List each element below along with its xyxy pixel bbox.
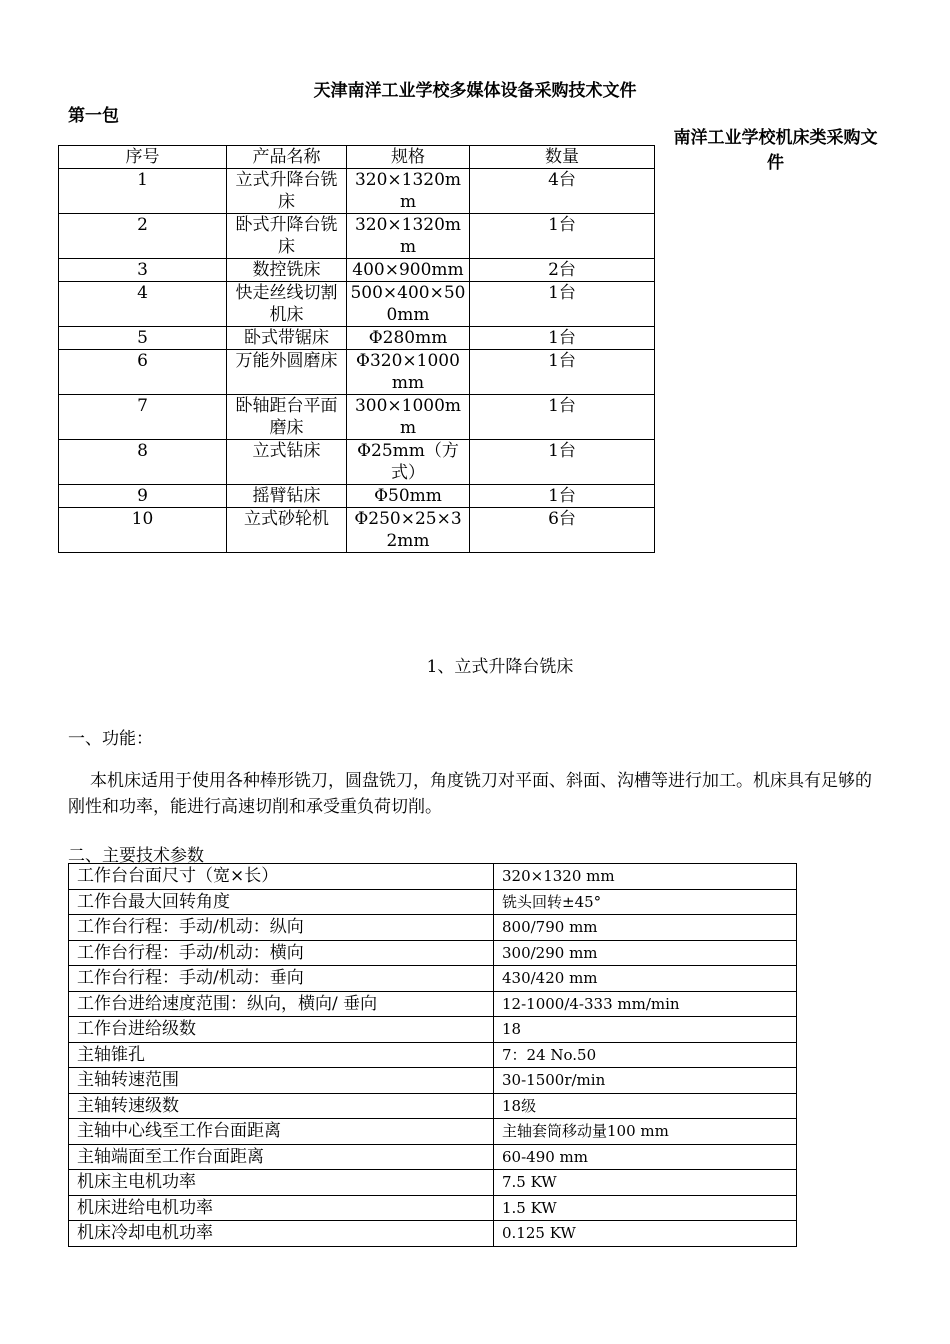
param-value: 430/420 mm	[494, 966, 797, 992]
section-label: 第一包	[68, 106, 119, 126]
table-cell: 2	[59, 214, 227, 259]
table-row	[69, 991, 797, 1017]
table-row	[59, 508, 655, 553]
table-row	[69, 1093, 797, 1119]
param-name: 主轴中心线至工作台面距离	[69, 1119, 494, 1145]
function-paragraph: 本机床适用于使用各种棒形铣刀，圆盘铣刀，角度铣刀对平面、斜面、沟槽等进行加工。机床具有足够的刚性和功率，能进行高速切削和承受重负荷切削。	[68, 771, 872, 817]
table-row	[69, 1170, 797, 1196]
table-row	[59, 440, 655, 485]
table-cell: 卧式带锯床	[227, 327, 347, 350]
table-row	[69, 1042, 797, 1068]
table-cell: 320×1320mm	[347, 214, 470, 259]
table-cell: 3	[59, 259, 227, 282]
table-cell: 4台	[470, 169, 655, 214]
document-title: 天津南洋工业学校多媒体设备采购技术文件	[313, 81, 637, 101]
table-cell: 8	[59, 440, 227, 485]
table-row	[69, 1119, 797, 1145]
table-cell: 1台	[470, 282, 655, 327]
function-heading: 一、功能：	[68, 729, 153, 749]
param-name: 工作台进给级数	[69, 1017, 494, 1043]
param-name: 机床冷却电机功率	[69, 1221, 494, 1247]
table-cell: 快走丝线切割机床	[227, 282, 347, 327]
table-cell: 立式钻床	[227, 440, 347, 485]
table-cell: 1台	[470, 350, 655, 395]
table-cell: 1台	[470, 395, 655, 440]
table-cell: 1台	[470, 327, 655, 350]
table-row	[69, 864, 797, 890]
table-cell: 1台	[470, 485, 655, 508]
table-cell: 6台	[470, 508, 655, 553]
table-row	[59, 169, 655, 214]
param-name: 工作台行程：手动/机动：垂向	[69, 966, 494, 992]
table-cell: Φ50mm	[347, 485, 470, 508]
table-row	[59, 327, 655, 350]
param-name: 机床进给电机功率	[69, 1195, 494, 1221]
machine-subheading: 1、立式升降台铣床	[426, 657, 574, 677]
param-name: 机床主电机功率	[69, 1170, 494, 1196]
table-row	[59, 259, 655, 282]
table-row	[69, 940, 797, 966]
param-value: 主轴套筒移动量100 mm	[494, 1119, 797, 1145]
table-cell: 4	[59, 282, 227, 327]
table-row	[69, 1195, 797, 1221]
params-table	[68, 863, 797, 1247]
param-name: 工作台最大回转角度	[69, 889, 494, 915]
header-cell: 数量	[470, 146, 655, 169]
table-cell: 摇臂钻床	[227, 485, 347, 508]
table-cell: 1台	[470, 214, 655, 259]
table-cell: 卧轴距台平面磨床	[227, 395, 347, 440]
param-name: 工作台进给速度范围：纵向，横向/ 垂向	[69, 991, 494, 1017]
table-cell: 320×1320mm	[347, 169, 470, 214]
table-row	[59, 395, 655, 440]
param-value: 300/290 mm	[494, 940, 797, 966]
table-cell: 400×900mm	[347, 259, 470, 282]
header-cell: 规格	[347, 146, 470, 169]
table-cell: 9	[59, 485, 227, 508]
table-row	[69, 889, 797, 915]
param-name: 主轴端面至工作台面距离	[69, 1144, 494, 1170]
param-value: 800/790 mm	[494, 915, 797, 941]
param-value: 320×1320 mm	[494, 864, 797, 890]
equipment-table-header	[59, 146, 655, 169]
param-name: 主轴锥孔	[69, 1042, 494, 1068]
table-row	[59, 350, 655, 395]
param-value: 18	[494, 1017, 797, 1043]
param-name: 主轴转速级数	[69, 1093, 494, 1119]
table-row	[59, 485, 655, 508]
table-cell: Φ280mm	[347, 327, 470, 350]
table-cell: Φ25mm（方式）	[347, 440, 470, 485]
table-cell: 500×400×500mm	[347, 282, 470, 327]
table-cell: Φ320×1000mm	[347, 350, 470, 395]
table-cell: 1台	[470, 440, 655, 485]
table-row	[69, 1221, 797, 1247]
table-cell: 6	[59, 350, 227, 395]
table-cell: 1	[59, 169, 227, 214]
table-cell: 万能外圆磨床	[227, 350, 347, 395]
table-cell: 7	[59, 395, 227, 440]
table-row	[69, 966, 797, 992]
table-cell: 2台	[470, 259, 655, 282]
param-value: 18级	[494, 1093, 797, 1119]
param-value: 1.5 KW	[494, 1195, 797, 1221]
table-cell: 卧式升降台铣床	[227, 214, 347, 259]
param-value: 7：24 No.50	[494, 1042, 797, 1068]
table-cell: 立式砂轮机	[227, 508, 347, 553]
param-value: 60-490 mm	[494, 1144, 797, 1170]
table-cell: 300×1000mm	[347, 395, 470, 440]
table-row	[69, 1068, 797, 1094]
header-cell: 产品名称	[227, 146, 347, 169]
header-cell: 序号	[59, 146, 227, 169]
table-cell: 数控铣床	[227, 259, 347, 282]
param-name: 工作台行程：手动/机动：纵向	[69, 915, 494, 941]
param-name: 主轴转速范围	[69, 1068, 494, 1094]
side-note: 南洋工业学校机床类采购文件	[673, 128, 878, 173]
table-cell: Φ250×25×32mm	[347, 508, 470, 553]
table-cell: 5	[59, 327, 227, 350]
param-name: 工作台行程：手动/机动：横向	[69, 940, 494, 966]
param-name: 工作台台面尺寸（宽×长）	[69, 864, 494, 890]
param-value: 0.125 KW	[494, 1221, 797, 1247]
table-row	[59, 214, 655, 259]
param-value: 7.5 KW	[494, 1170, 797, 1196]
table-row	[69, 1144, 797, 1170]
table-row	[69, 915, 797, 941]
param-value: 铣头回转±45°	[494, 889, 797, 915]
table-cell: 立式升降台铣床	[227, 169, 347, 214]
param-value: 12-1000/4-333 mm/min	[494, 991, 797, 1017]
equipment-table	[58, 145, 655, 553]
param-value: 30-1500r/min	[494, 1068, 797, 1094]
table-cell: 10	[59, 508, 227, 553]
params-heading: 二、主要技术参数	[68, 846, 204, 866]
table-row	[69, 1017, 797, 1043]
table-row	[59, 282, 655, 327]
